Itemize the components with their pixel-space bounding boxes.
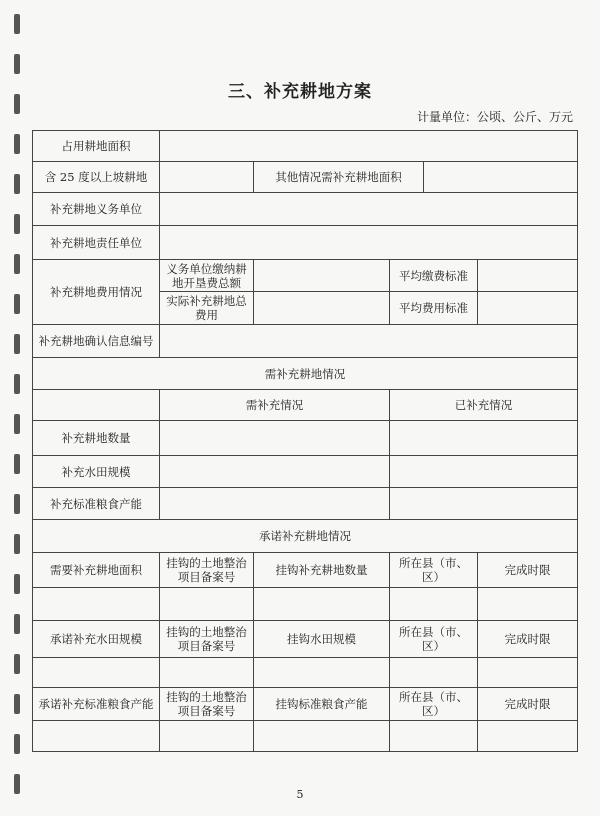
label-row-grain: 补充标准粮食产能 — [33, 488, 160, 520]
table-row — [33, 131, 578, 162]
value-avg-cost-standard[interactable] — [478, 292, 578, 325]
input-cell[interactable] — [160, 588, 254, 621]
table-row — [33, 488, 578, 520]
label-reclamation-total-fee: 义务单位缴纳耕地开垦费总额 — [160, 260, 254, 292]
value-completed-paddy[interactable] — [390, 456, 578, 488]
table-row — [33, 260, 578, 292]
label-responsible-unit: 补充耕地责任单位 — [33, 226, 160, 260]
value-responsible-unit[interactable] — [160, 226, 578, 260]
value-reclamation-total-fee[interactable] — [254, 260, 390, 292]
input-cell[interactable] — [33, 588, 160, 621]
value-occupied-area[interactable] — [160, 131, 578, 162]
binding-holes — [6, 0, 26, 816]
label-avg-cost-standard: 平均费用标准 — [390, 292, 478, 325]
label-obligation-unit: 补充耕地义务单位 — [33, 193, 160, 226]
binding-hole — [14, 374, 20, 394]
label-cost-situation: 补充耕地费用情况 — [33, 260, 160, 325]
binding-hole — [14, 294, 20, 314]
label-occupied-area: 占用耕地面积 — [33, 131, 160, 162]
label-location: 所在县（市、区） — [390, 553, 478, 588]
label-promised-area: 需要补充耕地面积 — [33, 553, 160, 588]
value-avg-fee-standard[interactable] — [478, 260, 578, 292]
value-completed-grain[interactable] — [390, 488, 578, 520]
binding-hole — [14, 254, 20, 274]
label-linked-grain: 挂钩标准粮食产能 — [254, 688, 390, 721]
table-row — [33, 456, 578, 488]
header-completed: 已补充情况 — [390, 390, 578, 421]
input-cell[interactable] — [478, 658, 578, 688]
label-linked-paddy: 挂钩水田规模 — [254, 621, 390, 658]
label-slope-land: 含 25 度以上坡耕地 — [33, 162, 160, 193]
input-cell[interactable] — [478, 721, 578, 752]
page-title: 三、补充耕地方案 — [228, 82, 372, 102]
label-promised-paddy: 承诺补充水田规模 — [33, 621, 160, 658]
table-row — [33, 226, 578, 260]
table-row — [33, 358, 578, 390]
label-linked-quantity: 挂钩补充耕地数量 — [254, 553, 390, 588]
value-other-required-area[interactable] — [424, 162, 578, 193]
input-cell[interactable] — [33, 721, 160, 752]
value-required-grain[interactable] — [160, 488, 390, 520]
input-cell[interactable] — [478, 588, 578, 621]
label-row-quantity: 补充耕地数量 — [33, 421, 160, 456]
input-cell[interactable] — [160, 721, 254, 752]
binding-hole — [14, 654, 20, 674]
input-cell[interactable] — [254, 658, 390, 688]
binding-hole — [14, 734, 20, 754]
label-linked-project-no: 挂钩的土地整治项目备案号 — [160, 553, 254, 588]
binding-hole — [14, 614, 20, 634]
value-confirmation-number[interactable] — [160, 325, 578, 358]
binding-hole — [14, 414, 20, 434]
input-cell[interactable] — [33, 658, 160, 688]
binding-hole — [14, 334, 20, 354]
label-linked-project-no: 挂钩的土地整治项目备案号 — [160, 688, 254, 721]
table-row — [33, 162, 578, 193]
value-actual-total-cost[interactable] — [254, 292, 390, 325]
header-required: 需补充情况 — [160, 390, 390, 421]
label-deadline: 完成时限 — [478, 621, 578, 658]
table-row — [33, 421, 578, 456]
label-other-required-area: 其他情况需补充耕地面积 — [254, 162, 424, 193]
supplementary-farmland-form — [32, 130, 578, 752]
input-cell[interactable] — [390, 588, 478, 621]
value-required-quantity[interactable] — [160, 421, 390, 456]
value-obligation-unit[interactable] — [160, 193, 578, 226]
binding-hole — [14, 54, 20, 74]
input-cell[interactable] — [160, 658, 254, 688]
binding-hole — [14, 534, 20, 554]
table-row — [33, 688, 578, 721]
table-row — [33, 553, 578, 588]
unit-note: 计量单位：公顷、公斤、万元 — [416, 110, 573, 124]
label-confirmation-number: 补充耕地确认信息编号 — [33, 325, 160, 358]
table-row — [33, 721, 578, 752]
input-cell[interactable] — [254, 588, 390, 621]
input-cell[interactable] — [390, 658, 478, 688]
value-completed-quantity[interactable] — [390, 421, 578, 456]
input-cell[interactable] — [390, 721, 478, 752]
value-slope-land[interactable] — [160, 162, 254, 193]
label-avg-fee-standard: 平均缴费标准 — [390, 260, 478, 292]
binding-hole — [14, 14, 20, 34]
binding-hole — [14, 574, 20, 594]
label-location: 所在县（市、区） — [390, 688, 478, 721]
label-location: 所在县（市、区） — [390, 621, 478, 658]
table-row — [33, 325, 578, 358]
label-deadline: 完成时限 — [478, 553, 578, 588]
table-row — [33, 193, 578, 226]
table-row — [33, 658, 578, 688]
label-row-paddy: 补充水田规模 — [33, 456, 160, 488]
value-required-paddy[interactable] — [160, 456, 390, 488]
label-deadline: 完成时限 — [478, 688, 578, 721]
section-promised: 承诺补充耕地情况 — [33, 520, 578, 553]
binding-hole — [14, 494, 20, 514]
table-row — [33, 520, 578, 553]
table-row — [33, 390, 578, 421]
binding-hole — [14, 694, 20, 714]
label-linked-project-no: 挂钩的土地整治项目备案号 — [160, 621, 254, 658]
section-required: 需补充耕地情况 — [33, 358, 578, 390]
table-row — [33, 588, 578, 621]
label-promised-grain: 承诺补充标准粮食产能 — [33, 688, 160, 721]
input-cell[interactable] — [254, 721, 390, 752]
binding-hole — [14, 214, 20, 234]
binding-hole — [14, 174, 20, 194]
binding-hole — [14, 454, 20, 474]
page-number: 5 — [296, 788, 304, 801]
binding-hole — [14, 134, 20, 154]
table-row — [33, 621, 578, 658]
label-actual-total-cost: 实际补充耕地总费用 — [160, 292, 254, 325]
header-blank — [33, 390, 160, 421]
